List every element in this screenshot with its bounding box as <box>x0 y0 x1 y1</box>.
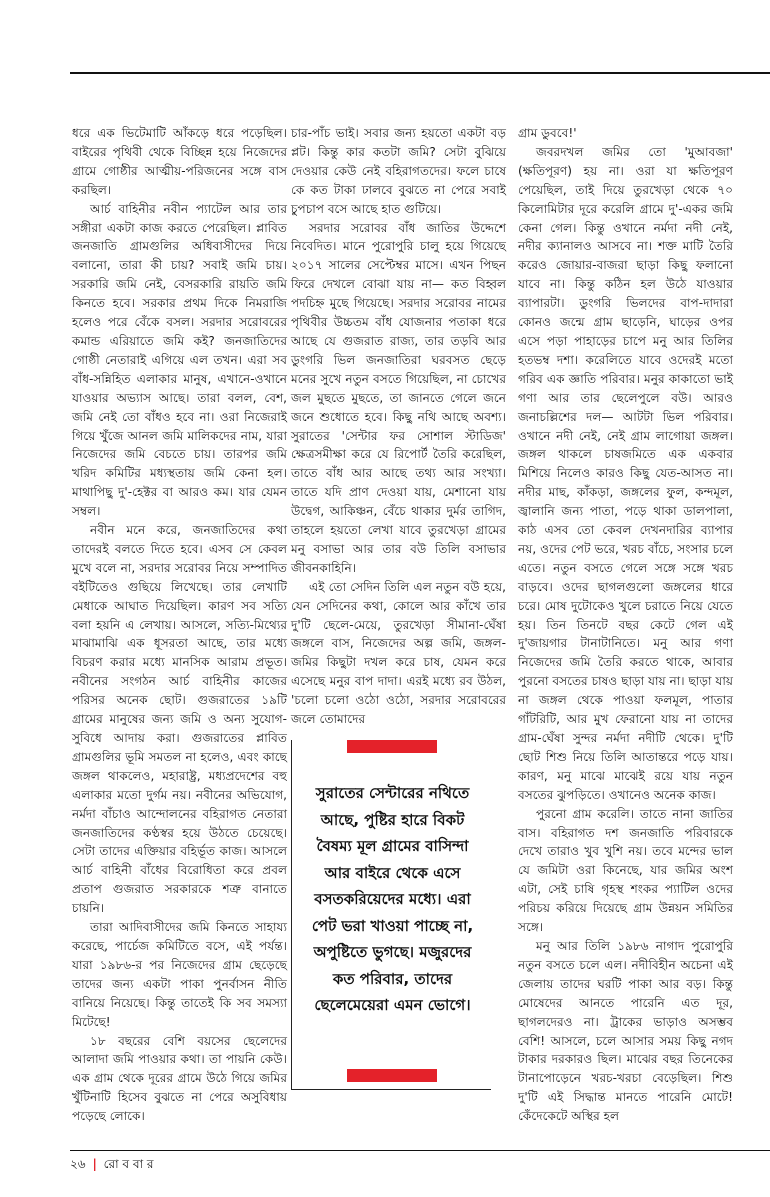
paragraph: সরদার সরোবর বাঁধ জাতির উদ্দেশে নিবেদিত। মানে পুরোপুরি চালু হয়ে গিয়েছে ২০১৭ সালের সেপ্টেম্বর মাসে। এখন পিছন ফিরে দেখলে বোঝা যায় না— কত বিহ্বল পদচিহ্ন মুছে গিয়েছে। সরদার সরোবর নামের পৃথিবীর উচ্চতম বাঁধ যোজনার পতাকা ধরে আছে যে গুজরাত রাজ্য, তার তড়বি আর ডুংগরি ভিল জনজাতিরা ঘরবসত ছেড়ে মনের সুখে নতুন বসতে গিয়েছিল, না চোখের জল মুছতে মুছতে, তা জানতে গেলে জনে জনে শুধোতে হবে। কিছু নথি আছে অবশ্য। সুরাতের 'সেন্টার ফর সোশাল স্টাডিজ' ক্ষেত্রসমীক্ষা করে যে রিপোর্ট তৈরি করেছিল, তাতে বাঁধ আর আছে তথ্য আর সংখ্যা। তাতে যদি প্রাণ দেওয়া যায়, মেশানো যায় উদ্বেগ, আকিঞ্চন, বেঁচে থাকার দুর্মর তাগিদ, তাহলে হয়তো লেখা যাবে তুরখেড়া গ্রামের মনু বসাভা আর তার বউ তিলি বসাভার জীবনকাহিনি। <box>291 220 506 575</box>
pull-quote-top-bar <box>347 740 437 753</box>
pull-quote <box>291 740 491 1090</box>
paragraph: জবরদখল জমির তো 'মুআবজা' (ক্ষতিপূরণ) হয় না। ওরা যা ক্ষতিপূরণ পেয়েছিল, তাই দিয়ে তুরখেড়া থেকে ৭০ কিলোমিটার দূরে করেলি গ্রামে দু'-একর জমি কেনা গেল। কিন্তু ওখানে নর্মদা নদী নেই, নদীর ক্যানালও আসবে না। শক্ত মাটি তৈরি করেও জোয়ার-বাজরা ছাড়া কিছু ফলানো যাবে না। কিন্তু কঠিন হল উঠে যাওয়ার ব্যাপারটা। ডুংগরি ভিলদের বাপ-দাদারা কোনও জন্মে গ্রাম ছাড়েনি, ঘাড়ের ওপর এসে পড়া পাহাড়ের চাপে মনু আর তিলির হতভম্ব দশা। করেলিতে যাবে ওদেরই মতো গরিব এক জ্ঞাতি পরিবার। মনুর কাকাতো ভাই গণা আর তার ছেলেপুলে বউ। আরও জনাচল্লিশের দল— আটটা ভিল পরিবার। ওখানে নদী নেই, নেই গ্রাম লাগোয়া জঙ্গল। জঙ্গল থাকলে চাষজমিতে এক একবার মিশিয়ে নিলেও কারও কিছু যেত-আসত না। নদীর মাছ, কাঁকড়া, জঙ্গলের ফুল, কন্দমূল, জ্বালানি জন্য পাতা, পড়ে থাকা ডালপালা, কাঠ এসব তো কেবল দেখনদারির ব্যাপার নয়, ওদের পেট ভরে, খরচ বাঁচে, সংসার চলে এতে। নতুন বসতে গেলে সঙ্গে সঙ্গে খরচ বাড়বে। ওদের ছাগলগুলো জঙ্গলের ধারে চরে। মোষ দুটোকেও খুলে চরাতে নিয়ে যেতে হয়। তিন তিনটে বছর কেটে গেল এই দু'জায়গার টানাটানিতে। মনু আর গণা নিজেদের জমি তৈরি করতে থাকে, আবার পুরনো বসতের চাষও ছাড়া যায় না। ছাড়া যায় না জঙ্গল থেকে পাওয়া ফলমূল, পাতার গাঁটরিটি, আর মুখ ফেরানো যায় না তাদের গ্রাম-ঘেঁষা সুন্দর নর্মদা নদীটি থেকে। দু'টি ছোট শিশু নিয়ে তিলি আতান্তরে পড়ে যায়। কারণ, মনু মাঝে মাঝেই রয়ে যায় নতুন বসতের ঝুপড়িতে। ওখানেও অনেক কাজ। <box>518 144 733 802</box>
paragraph: নবীন মনে করে, জনজাতিদের কথা তাদেরই বলতে দিতে হবে। এসব সে কেবল মুখে বলে না, সরদার সরোবর নিয়ে সম্পাদিত বইটিতেও গুছিয়ে লিখেছে। তার লেখাটি মেধাকে আঘাত দিয়েছিল। কারণ সব সত্যি বলা হয়নি এ লেখায়। আসলে, সত্যি-মিথ্যের মাঝামাঝি এক ধূসরতা আছে, তার মধ্যে বিচরণ করার মধ্যে মানসিক আরাম প্রভূত। নবীনের সংগঠন আর্চ বাহিনীর কাজের পরিসর অনেক ছোট। গুজরাতের ১৯টি গ্রামের মানুষের জন্য জমি ও অন্য সুযোগ-সুবিধে আদায় করা। গুজরাতের প্লাবিত গ্রামগুলির ভূমি সমতল না হলেও, এবং কাছে জঙ্গল থাকলেও, মহারাষ্ট্র, মধ্যপ্রদেশের বহু এলাকার মতো দুর্গম নয়। নবীনের অভিযোগ, নর্মদা বাঁচাও আন্দোলনের বহিরাগত নেতারা জনজাতিদের কণ্ঠস্বর হয়ে উঠতে চেয়েছে। সেটা তাদের এক্তিয়ার বহির্ভূত কাজ। আসলে আর্চ বাহিনী বাঁধের বিরোধিতা করে প্রবল প্রতাপ গুজরাত সরকারকে শত্রু বানাতে চায়নি। <box>72 523 287 916</box>
top-rule <box>70 72 770 74</box>
paragraph: চার-পাঁচ ভাই। সবার জন্য হয়তো একটা বড় প্লট। কিন্তু কার কতটা জমি? সেটা বুঝিয়ে দেওয়ার কেউ নেই বহিরাগতদের। ফলে চাষে কে কত টাকা ঢালবে বুঝতে না পেরে সবাই চুপচাপ বসে আছে হাত গুটিয়ে। <box>291 126 506 216</box>
footer-rule <box>70 1150 770 1151</box>
paragraph: মনু আর তিলি ১৯৮৬ নাগাদ পুরোপুরি নতুন বসতে চলে এল। নদীবিহীন অচেনা এই জেলায় তাদের ঘরটি পাকা আর বড়। কিন্তু মোষেদের আনতে পারেনি এত দূর, ছাগলদেরও না। ট্রাকের ভাড়াও অসম্ভব বেশি! আসলে, চলে আসার সময় কিছু নগদ টাকার দরকারও ছিল। মাঝের বছর তিনেকের টানাপোড়েনে খরচ-খরচা বেড়েছিল। শিশু দু'টি এই সিদ্ধান্ত মানতে পারেনি মোটে! কেঁদেকেটে অস্থির হল <box>518 938 733 1124</box>
paragraph: এই তো সেদিন তিলি এল নতুন বউ হয়ে, যেন সেদিনের কথা, কোলে আর কাঁখে তার দু'টি ছেলে-মেয়ে, তুরখেড়া সীমানা-ঘেঁষা জঙ্গলে বাস, নিজেদের অল্প জমি, জঙ্গল-জমির কিছুটা দখল করে চাষ, যেমন করে এসেছে মনুর বাপ দাদা। এরই মধ্যে রব উঠল, 'চলো চলো ওঠো ওঠো, সরদার সরোবরের জলে তোমাদের <box>291 579 506 727</box>
folio-separator: | <box>92 1157 97 1171</box>
paragraph: গ্রাম ডুববে!' <box>518 126 577 140</box>
paragraph: আর্চ বাহিনীর নবীন প্যাটেল আর তার সঙ্গীরা একটা কাজ করতে পেরেছিল। প্লাবিত জনজাতি গ্রামগুলির অধিবাসীদের দিয়ে বলানো, তারা কী চায়? সবাই জমি চায়। সরকারি জমি নেই, বেসরকারি রায়তি জমি কিনতে হবে। সরকার প্রথম দিকে নিমরাজি হলেও পরে বেঁকে বসল। সরদার সরোবরের কমান্ড এরিয়াতে জমি কই? জনজাতিদের গোষ্ঠী নেতারাই এগিয়ে এল তখন। এরা সব বাঁধ-সন্নিহিত এলাকার মানুষ, এখানে-ওখানে যাওয়ার অভ্যাস আছে। তারা বলল, বেশ, জমি নেই তো বাঁধও হবে না। ওরা নিজেরাই গিয়ে খুঁজে আনল জমি মালিকদের নাম, যারা নিজেদের জমি বেচতে চায়। তারপর জমি খরিদ কমিটির মধ্যস্থতায় জমি কেনা হল। মাথাপিছু দু'-হেক্টর বা আরও কম। যার যেমন সম্বল। <box>72 201 287 519</box>
article-column-1 <box>72 124 287 1126</box>
paragraph: ধরে এক ভিটেমাটি আঁকড়ে ধরে পড়েছিল। বাইরের পৃথিবী থেকে বিচ্ছিন্ন হয়ে নিজেদের গ্রামে গোষ্ঠীর আত্মীয়-পরিজনের সঙ্গে বাস করছিল। <box>72 126 287 197</box>
page-folio <box>70 1156 154 1176</box>
page-number: ২৬ <box>70 1157 86 1171</box>
article-column-2 <box>291 124 506 729</box>
article-column-3 <box>518 124 733 1126</box>
paragraph: তারা আদিবাসীদের জমি কিনতে সাহায্য করেছে, পার্চেজ কমিটিতে বসে, এই পর্যন্ত। যারা ১৯৮৬-র পর নিজেদের গ্রাম ছেড়েছে তাদের জন্য একটা পাকা পুনর্বাসন নীতি বানিয়ে নিয়েছে। কিন্তু তাতেই কি সব সমস্যা মিটেছে! <box>72 920 287 1029</box>
magazine-name: রো ব বা র <box>103 1157 154 1171</box>
paragraph: ১৮ বছরের বেশি বয়সের ছেলেদের আলাদা জমি পাওয়ার কথা। তা পায়নি কেউ। এক গ্রাম থেকে দূরের গ্রামে উঠে গিয়ে জমির খুঁটিনাটি হিসেব বুঝতে না পেরে অসুবিধায় পড়েছে লোকে। <box>72 1033 287 1124</box>
pull-quote-bottom-bar <box>347 1069 437 1082</box>
pull-quote-text: সুরাতের সেন্টারের নথিতে আছে, পুষ্টির হারে বিকট বৈষম্য মূল গ্রামের বাসিন্দা আর বাইরে থেকে এসে বসতকরিয়েদের মধ্যে। এরা পেট ভরা খাওয়া পাচ্ছে না, অপুষ্টিতে ভুগছে। মজুরদের কত পরিবার, তাদের ছেলেমেয়েরা এমন ভোগে। <box>311 784 474 1014</box>
paragraph: পুরনো গ্রাম করেলি। তাতে নানা জাতির বাস। বহিরাগত দশ জনজাতি পরিবারকে দেখে তারাও খুব খুশি নয়। তবে মন্দের ভাল যে জমিটা ওরা কিনেছে, যার জমির অংশ এটা, সেই চাষি গৃহস্থ শংকর প্যাটিল ওদের পরিচয় করিয়ে দিয়েছে গ্রাম উন্নয়ন সমিতির সঙ্গে। <box>518 806 733 935</box>
